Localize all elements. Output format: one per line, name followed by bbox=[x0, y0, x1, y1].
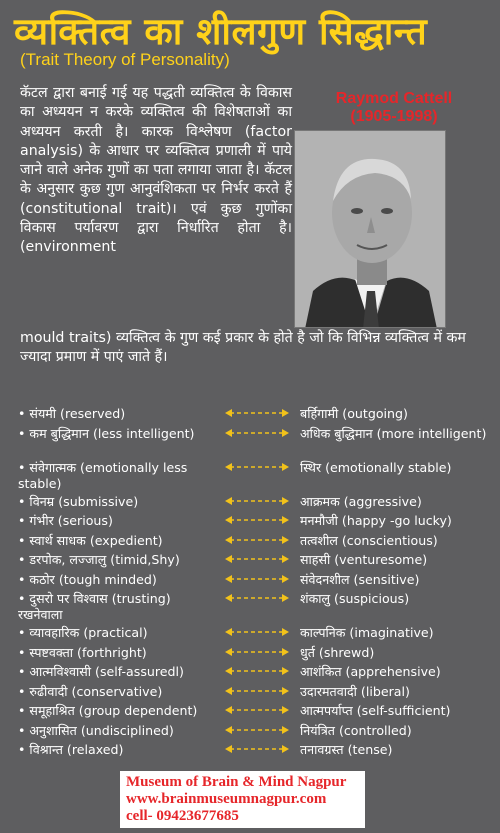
trait-list bbox=[0, 406, 500, 762]
person-name: Raymod Cattell bbox=[335, 90, 453, 107]
double-arrow-icon bbox=[224, 685, 290, 697]
trait-right: धुर्त (shrewd) bbox=[300, 644, 375, 660]
trait-left: • कठोर (tough minded) bbox=[18, 571, 157, 587]
trait-row bbox=[0, 664, 500, 684]
trait-left: • डरपोक, लज्जालु (timid,Shy) bbox=[18, 552, 180, 567]
trait-right: बर्हिगामी (outgoing) bbox=[300, 406, 408, 421]
trait-left: • संवेगात्मक (emotionally less stable) bbox=[18, 459, 188, 491]
double-arrow-icon bbox=[224, 461, 290, 473]
trait-row bbox=[0, 591, 500, 625]
trait-row bbox=[0, 494, 500, 514]
trait-right: मनमौजी (happy -go lucky) bbox=[300, 513, 452, 528]
museum-name: Museum of Brain & Mind Nagpur bbox=[126, 774, 347, 790]
double-arrow-icon bbox=[224, 495, 290, 507]
double-arrow-icon bbox=[224, 743, 290, 755]
double-arrow-icon bbox=[224, 646, 290, 658]
trait-left: • स्वार्थ साधक (expedient) bbox=[18, 532, 163, 548]
double-arrow-icon bbox=[224, 407, 290, 419]
trait-row bbox=[0, 723, 500, 743]
trait-left: • विश्रान्त (relaxed) bbox=[18, 742, 124, 757]
trait-left: • संयमी (reserved) bbox=[18, 406, 126, 421]
trait-left: • रुढीवादी (conservative) bbox=[18, 683, 163, 699]
trait-row bbox=[0, 460, 500, 494]
trait-left: • विनम्र (submissive) bbox=[18, 493, 139, 509]
page-title: व्यक्तित्व का शीलगुण सिद्धान्त bbox=[14, 10, 428, 53]
trait-right: आशंकित (apprehensive) bbox=[300, 664, 441, 679]
trait-right: आक्रमक (aggressive) bbox=[300, 493, 422, 509]
trait-row bbox=[0, 552, 500, 572]
trait-right: तत्वशील (conscientious) bbox=[300, 532, 438, 548]
intro-continuation: mould traits) व्यक्तित्व के गुण कई प्रकार के होते है जो कि विभिन्न व्यक्तित्व में कम ज्यादा प्रमाण में पाएं जाते हैं। bbox=[20, 330, 466, 366]
trait-left: • समूहाश्रित (group dependent) bbox=[18, 703, 198, 718]
double-arrow-icon bbox=[224, 665, 290, 677]
trait-row bbox=[0, 513, 500, 533]
trait-right: संवेदनशील (sensitive) bbox=[300, 571, 420, 587]
double-arrow-icon bbox=[224, 573, 290, 585]
double-arrow-icon bbox=[224, 514, 290, 526]
trait-left: • आत्मविश्वासी (self-assuredl) bbox=[18, 664, 184, 679]
museum-website: www.brainmuseumnagpur.com bbox=[126, 791, 327, 807]
trait-row bbox=[0, 645, 500, 665]
portrait-illustration bbox=[295, 131, 446, 328]
double-arrow-icon bbox=[224, 592, 290, 604]
double-arrow-icon bbox=[224, 626, 290, 638]
double-arrow-icon bbox=[224, 427, 290, 439]
trait-right: शंकालु (suspicious) bbox=[300, 591, 410, 606]
page-subtitle: (Trait Theory of Personality) bbox=[20, 50, 230, 69]
trait-row bbox=[0, 572, 500, 592]
trait-row bbox=[0, 625, 500, 645]
trait-right: साहसी (venturesome) bbox=[300, 552, 428, 567]
trait-left: • अनुशासित (undisciplined) bbox=[18, 722, 174, 738]
portrait-photo bbox=[294, 130, 446, 328]
trait-right: स्थिर (emotionally stable) bbox=[300, 459, 452, 475]
trait-left: • व्यावहारिक (practical) bbox=[18, 625, 148, 640]
intro-paragraph: कॅटल द्वारा बनाई गई यह पद्धती व्यक्तित्व के विकास का अध्ययन न करके व्यक्तित्व की विशेषताओं का अध्ययन करती है। कारक विश्लेषण (factor analysis) के आधार पर व्यक्तित्व प्रणाली में पाये जाने वाले अनेक गुणों का पता लगाया जाता है। कॅटल के अनुसार कुछ गुण आनुवंशिकता पर निर्भर करते हैं (constitutional trait)। एवं कुछ गुणोंका विकास पर्यावरण द्वारा निर्धारित होता है। (environment bbox=[20, 85, 292, 256]
trait-row bbox=[0, 703, 500, 723]
trait-row bbox=[0, 533, 500, 553]
trait-right: आत्मपर्याप्त (self-sufficient) bbox=[300, 703, 451, 718]
museum-phone: cell- 09423677685 bbox=[126, 808, 239, 824]
person-caption bbox=[296, 90, 492, 126]
trait-left: • स्पष्टवक्ता (forthright) bbox=[18, 644, 147, 660]
trait-left: • गंभीर (serious) bbox=[18, 513, 113, 528]
double-arrow-icon bbox=[224, 704, 290, 716]
trait-right: नियंत्रित (controlled) bbox=[300, 722, 412, 738]
trait-row bbox=[0, 426, 500, 460]
museum-footer bbox=[120, 771, 365, 828]
person-years: (1905-1998) bbox=[350, 108, 438, 125]
trait-right: काल्पनिक (imaginative) bbox=[300, 625, 434, 640]
double-arrow-icon bbox=[224, 534, 290, 546]
trait-row bbox=[0, 406, 500, 426]
trait-row bbox=[0, 684, 500, 704]
trait-left: • दुसरो पर विश्वास (trusting) रखनेवाला bbox=[18, 591, 171, 622]
trait-row bbox=[0, 742, 500, 762]
trait-right: अधिक बुद्धिमान (more intelligent) bbox=[300, 425, 487, 441]
trait-right: उदारमतवादी (liberal) bbox=[300, 683, 410, 699]
trait-left: • कम बुद्धिमान (less intelligent) bbox=[18, 425, 195, 441]
trait-right: तनावग्रस्त (tense) bbox=[300, 742, 393, 757]
double-arrow-icon bbox=[224, 724, 290, 736]
double-arrow-icon bbox=[224, 553, 290, 565]
